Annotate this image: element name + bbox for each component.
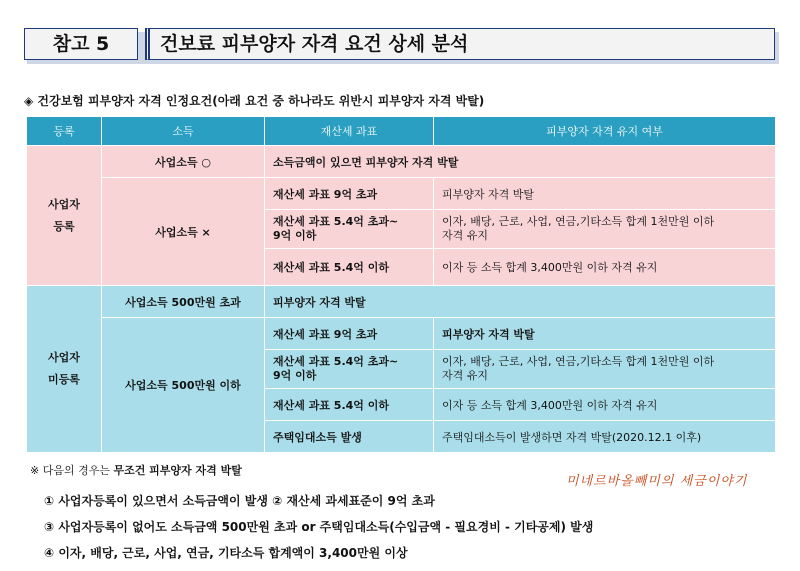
tax-cell: 재산세 과표 5.4억 이하 xyxy=(265,389,434,421)
section-title: 건보료 피부양자 자격 요건 상세 분석 xyxy=(145,28,775,60)
group-label-unregistered: 사업자 미등록 xyxy=(27,286,102,453)
table-row xyxy=(27,318,776,350)
col-header-property-tax: 재산세 과표 xyxy=(265,117,434,146)
notes-intro-prefix: ※ 다음의 경우는 xyxy=(30,464,114,477)
tax-cell: 재산세 과표 9억 초과 xyxy=(265,178,434,210)
income-cell: 사업소득 × xyxy=(102,178,265,286)
section-header xyxy=(24,28,776,62)
result-cell: 주택임대소득이 발생하면 자격 박탈(2020.12.1 이후) xyxy=(434,421,776,453)
eligibility-table xyxy=(26,116,776,453)
col-header-registration: 등록 xyxy=(27,117,102,146)
result-cell: 이자, 배당, 근로, 사업, 연금,기타소득 합계 1천만원 이하 자격 유지 xyxy=(434,350,776,389)
table-row xyxy=(27,178,776,210)
result-cell: 이자 등 소득 합계 3,400만원 이하 자격 유지 xyxy=(434,389,776,421)
table-row xyxy=(27,286,776,318)
tax-cell: 재산세 과표 5.4억 초과~ 9억 이하 xyxy=(265,350,434,389)
table-row xyxy=(27,146,776,178)
section-number: 참고 5 xyxy=(24,28,138,60)
tax-cell: 재산세 과표 5.4억 이하 xyxy=(265,249,434,286)
brand-watermark: 미네르바올빼미의 세금이야기 xyxy=(566,474,748,489)
note-item: ③ 사업자등록이 없어도 소득금액 500만원 초과 or 주택임대소득(수입금액 - 필요경비 - 기타공제) 발생 xyxy=(44,520,594,534)
income-cell: 사업소득 500만원 초과 xyxy=(102,286,265,318)
notes-intro-emphasis: 무조건 피부양자 자격 박탈 xyxy=(113,464,242,477)
result-cell: 피부양자 자격 박탈 xyxy=(434,318,776,350)
group-label-registered: 사업자 등록 xyxy=(27,146,102,286)
tax-cell: 주택임대소득 발생 xyxy=(265,421,434,453)
tax-cell: 재산세 과표 5.4억 초과~ 9억 이하 xyxy=(265,210,434,249)
result-cell: 이자, 배당, 근로, 사업, 연금,기타소득 합계 1천만원 이하 자격 유지 xyxy=(434,210,776,249)
tax-cell: 재산세 과표 9억 초과 xyxy=(265,318,434,350)
income-cell: 사업소득 500만원 이하 xyxy=(102,318,265,453)
result-cell: 이자 등 소득 합계 3,400만원 이하 자격 유지 xyxy=(434,249,776,286)
subheading: ◈ 건강보험 피부양자 자격 인정요건(아래 요건 중 하나라도 위반시 피부양자 자격 박탈) xyxy=(24,94,485,108)
result-cell: 피부양자 자격 박탈 xyxy=(434,178,776,210)
result-cell: 피부양자 자격 박탈 xyxy=(265,286,776,318)
note-item: ④ 이자, 배당, 근로, 사업, 연금, 기타소득 합계액이 3,400만원 이상 xyxy=(44,546,408,560)
col-header-status: 피부양자 자격 유지 여부 xyxy=(434,117,776,146)
table-header-row xyxy=(27,117,776,146)
col-header-income: 소득 xyxy=(102,117,265,146)
notes-intro xyxy=(30,462,242,478)
result-cell: 소득금액이 있으면 피부양자 자격 박탈 xyxy=(265,146,776,178)
note-item: ① 사업자등록이 있으면서 소득금액이 발생 ② 재산세 과세표준이 9억 초과 xyxy=(44,494,435,508)
income-cell: 사업소득 ○ xyxy=(102,146,265,178)
